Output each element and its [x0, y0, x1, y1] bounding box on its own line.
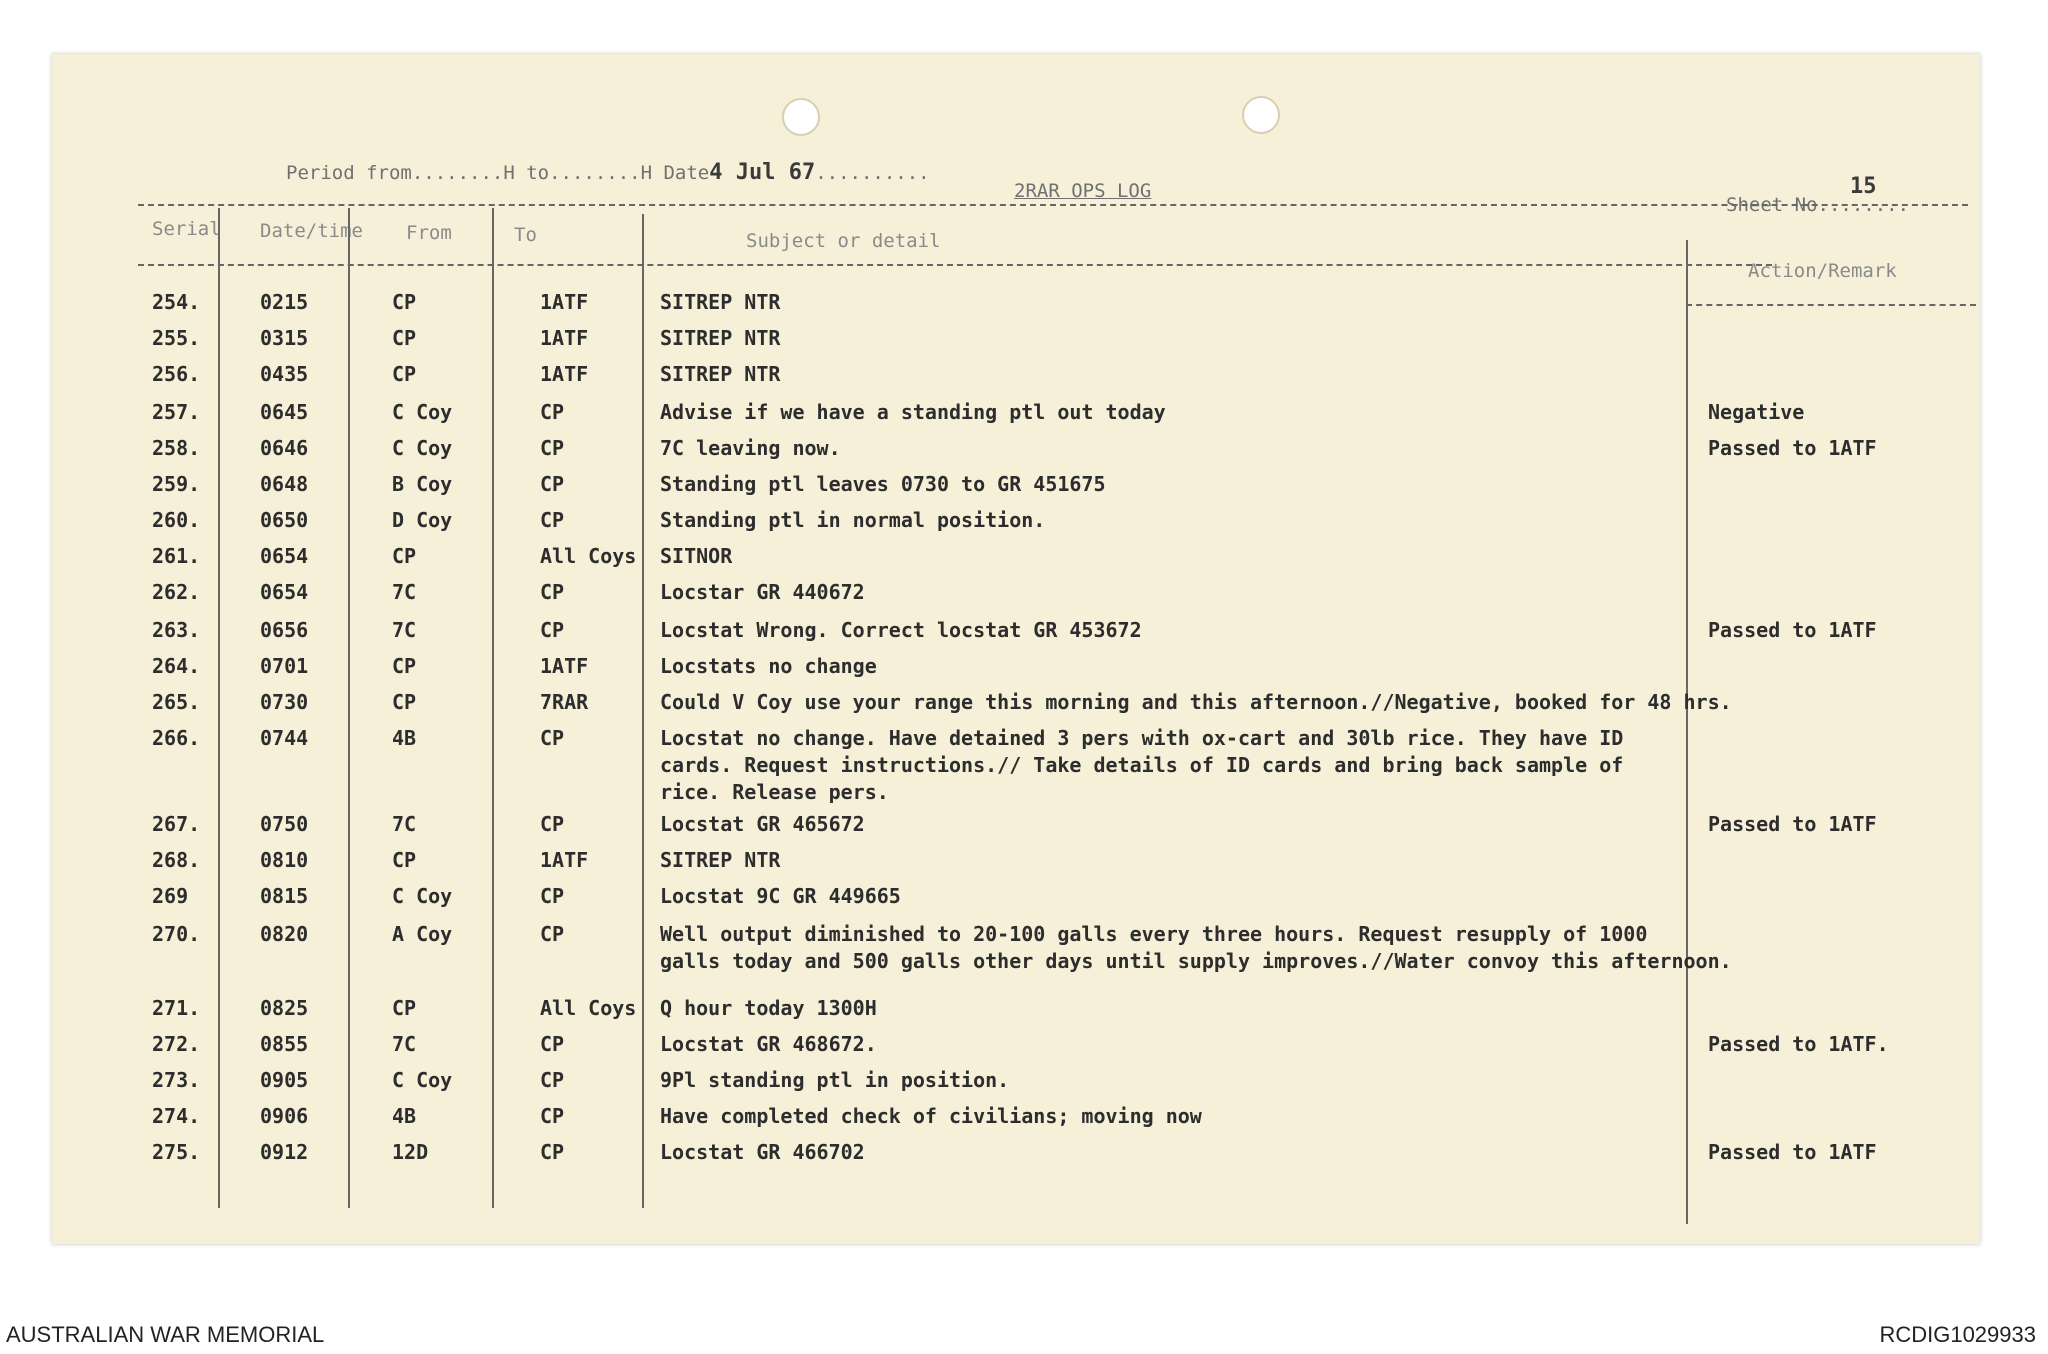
row-subject: 9Pl standing ptl in position. [660, 1068, 1010, 1092]
row-time: 0855 [260, 1032, 309, 1056]
row-to: CP [540, 618, 565, 642]
row-serial: 258. [152, 436, 201, 460]
log-row [52, 848, 1980, 884]
header-top-rule [138, 204, 1968, 206]
log-row [52, 326, 1980, 362]
row-to: 1ATF [540, 362, 589, 386]
row-subject: galls today and 500 galls other days until supply improves.//Water convoy this afternoon. [660, 949, 1732, 973]
row-from: C Coy [392, 1068, 453, 1092]
row-to: CP [540, 922, 565, 946]
row-serial: 259. [152, 472, 201, 496]
log-row [52, 508, 1980, 544]
row-serial: 254. [152, 290, 201, 314]
row-from: 12D [392, 1140, 429, 1164]
col-serial-header: Serial [152, 218, 221, 240]
log-row [52, 544, 1980, 580]
row-subject: 7C leaving now. [660, 436, 841, 460]
row-time: 0650 [260, 508, 309, 532]
row-serial: 265. [152, 690, 201, 714]
row-action: Negative [1708, 400, 1805, 424]
row-from: CP [392, 362, 417, 386]
row-serial: 273. [152, 1068, 201, 1092]
log-row [52, 812, 1980, 848]
row-serial: 261. [152, 544, 201, 568]
row-subject: Well output diminished to 20-100 galls every three hours. Request resupply of 1000 [660, 922, 1648, 946]
row-time: 0645 [260, 400, 309, 424]
col-to-header: To [514, 224, 537, 246]
row-from: 7C [392, 812, 417, 836]
row-from: CP [392, 654, 417, 678]
row-serial: 266. [152, 726, 201, 750]
row-time: 0648 [260, 472, 309, 496]
row-subject: SITREP NTR [660, 290, 781, 314]
log-row [52, 1068, 1980, 1104]
log-row [52, 654, 1980, 690]
row-time: 0215 [260, 290, 309, 314]
row-serial: 272. [152, 1032, 201, 1056]
row-serial: 263. [152, 618, 201, 642]
row-from: 4B [392, 1104, 417, 1128]
log-row [52, 996, 1980, 1032]
log-sheet [52, 54, 1980, 1244]
row-time: 0435 [260, 362, 309, 386]
row-from: B Coy [392, 472, 453, 496]
row-to: 1ATF [540, 326, 589, 350]
row-serial: 270. [152, 922, 201, 946]
row-time: 0810 [260, 848, 309, 872]
period-line [286, 160, 930, 185]
row-to: 1ATF [540, 654, 589, 678]
row-to: 1ATF [540, 290, 589, 314]
row-from: C Coy [392, 400, 453, 424]
row-action: Passed to 1ATF. [1708, 1032, 1889, 1056]
row-to: All Coys [540, 996, 637, 1020]
row-from: CP [392, 690, 417, 714]
row-from: 7C [392, 618, 417, 642]
row-time: 0701 [260, 654, 309, 678]
row-subject: Advise if we have a standing ptl out today [660, 400, 1166, 424]
row-from: C Coy [392, 436, 453, 460]
row-from: 7C [392, 1032, 417, 1056]
row-time: 0315 [260, 326, 309, 350]
row-time: 0654 [260, 580, 309, 604]
punch-hole [1242, 96, 1280, 134]
log-row [52, 580, 1980, 616]
footer-right: RCDIG1029933 [1879, 1322, 2036, 1347]
row-time: 0815 [260, 884, 309, 908]
row-to: CP [540, 1068, 565, 1092]
row-from: CP [392, 326, 417, 350]
log-row [52, 1104, 1980, 1140]
col-datetime-header: Date/time [260, 220, 363, 242]
row-from: A Coy [392, 922, 453, 946]
row-time: 0825 [260, 996, 309, 1020]
row-subject: Locstat Wrong. Correct locstat GR 453672 [660, 618, 1142, 642]
col-from-header: From [406, 222, 452, 244]
row-to: 1ATF [540, 848, 589, 872]
row-serial: 274. [152, 1104, 201, 1128]
row-to: CP [540, 1032, 565, 1056]
col-action-header: Action/Remark [1748, 260, 1897, 282]
row-serial: 275. [152, 1140, 201, 1164]
row-action: Passed to 1ATF [1708, 436, 1877, 460]
log-row [52, 1140, 1980, 1176]
log-row [52, 690, 1980, 726]
row-serial: 262. [152, 580, 201, 604]
log-row [52, 472, 1980, 508]
row-from: 4B [392, 726, 417, 750]
row-serial: 267. [152, 812, 201, 836]
row-subject: SITREP NTR [660, 362, 781, 386]
log-row [52, 726, 1980, 804]
row-subject: Could V Coy use your range this morning and this afternoon.//Negative, booked for 48 hrs. [660, 690, 1732, 714]
row-from: CP [392, 848, 417, 872]
row-time: 0912 [260, 1140, 309, 1164]
log-row [52, 1032, 1980, 1068]
log-row [52, 436, 1980, 472]
row-to: CP [540, 400, 565, 424]
row-subject: SITREP NTR [660, 848, 781, 872]
header-bottom-rule [138, 264, 1772, 266]
row-from: CP [392, 290, 417, 314]
row-to: CP [540, 580, 565, 604]
log-row [52, 362, 1980, 398]
row-to: All Coys [540, 544, 637, 568]
row-time: 0646 [260, 436, 309, 460]
row-time: 0905 [260, 1068, 309, 1092]
row-to: CP [540, 508, 565, 532]
row-to: 7RAR [540, 690, 589, 714]
row-serial: 257. [152, 400, 201, 424]
row-subject: cards. Request instructions.// Take details of ID cards and bring back sample of [660, 753, 1624, 777]
row-to: CP [540, 436, 565, 460]
row-serial: 268. [152, 848, 201, 872]
row-subject: Q hour today 1300H [660, 996, 877, 1020]
row-subject: SITREP NTR [660, 326, 781, 350]
row-time: 0906 [260, 1104, 309, 1128]
row-from: 7C [392, 580, 417, 604]
row-subject: Standing ptl leaves 0730 to GR 451675 [660, 472, 1106, 496]
row-subject: Have completed check of civilians; moving now [660, 1104, 1202, 1128]
row-to: CP [540, 1140, 565, 1164]
col-subject-header: Subject or detail [746, 230, 941, 252]
row-time: 0656 [260, 618, 309, 642]
sheet-label: Sheet No........ [1726, 194, 1910, 216]
row-serial: 269 [152, 884, 189, 908]
row-subject: Locstat GR 465672 [660, 812, 865, 836]
punch-hole [782, 98, 820, 136]
sheet-number: 15 [1850, 174, 1877, 199]
row-to: CP [540, 1104, 565, 1128]
log-row [52, 618, 1980, 654]
row-time: 0820 [260, 922, 309, 946]
row-action: Passed to 1ATF [1708, 812, 1877, 836]
log-row [52, 884, 1980, 920]
row-subject: Locstat no change. Have detained 3 pers with ox-cart and 30lb rice. They have ID [660, 726, 1624, 750]
row-subject: Standing ptl in normal position. [660, 508, 1046, 532]
row-time: 0750 [260, 812, 309, 836]
row-to: CP [540, 884, 565, 908]
date-dots: .......... [815, 162, 930, 184]
row-serial: 264. [152, 654, 201, 678]
row-subject: Locstat GR 468672. [660, 1032, 877, 1056]
row-subject: SITNOR [660, 544, 733, 568]
log-row [52, 400, 1980, 436]
row-from: CP [392, 996, 417, 1020]
footer-left: AUSTRALIAN WAR MEMORIAL [6, 1322, 325, 1347]
row-serial: 260. [152, 508, 201, 532]
period-text: Period from........H to........H Date [286, 162, 710, 184]
row-serial: 255. [152, 326, 201, 350]
row-subject: Locstat 9C GR 449665 [660, 884, 901, 908]
row-time: 0654 [260, 544, 309, 568]
row-action: Passed to 1ATF [1708, 1140, 1877, 1164]
log-row [52, 290, 1980, 326]
row-serial: 271. [152, 996, 201, 1020]
row-time: 0744 [260, 726, 309, 750]
row-subject: Locstar GR 440672 [660, 580, 865, 604]
row-serial: 256. [152, 362, 201, 386]
log-row [52, 922, 1980, 973]
row-from: CP [392, 544, 417, 568]
row-subject: Locstats no change [660, 654, 877, 678]
log-date: 4 Jul 67 [709, 160, 816, 185]
row-time: 0730 [260, 690, 309, 714]
row-subject: rice. Release pers. [660, 780, 889, 804]
row-to: CP [540, 472, 565, 496]
row-from: C Coy [392, 884, 453, 908]
row-to: CP [540, 812, 565, 836]
log-title: 2RAR OPS LOG [1014, 180, 1152, 202]
row-action: Passed to 1ATF [1708, 618, 1877, 642]
row-subject: Locstat GR 466702 [660, 1140, 865, 1164]
row-to: CP [540, 726, 565, 750]
row-from: D Coy [392, 508, 453, 532]
